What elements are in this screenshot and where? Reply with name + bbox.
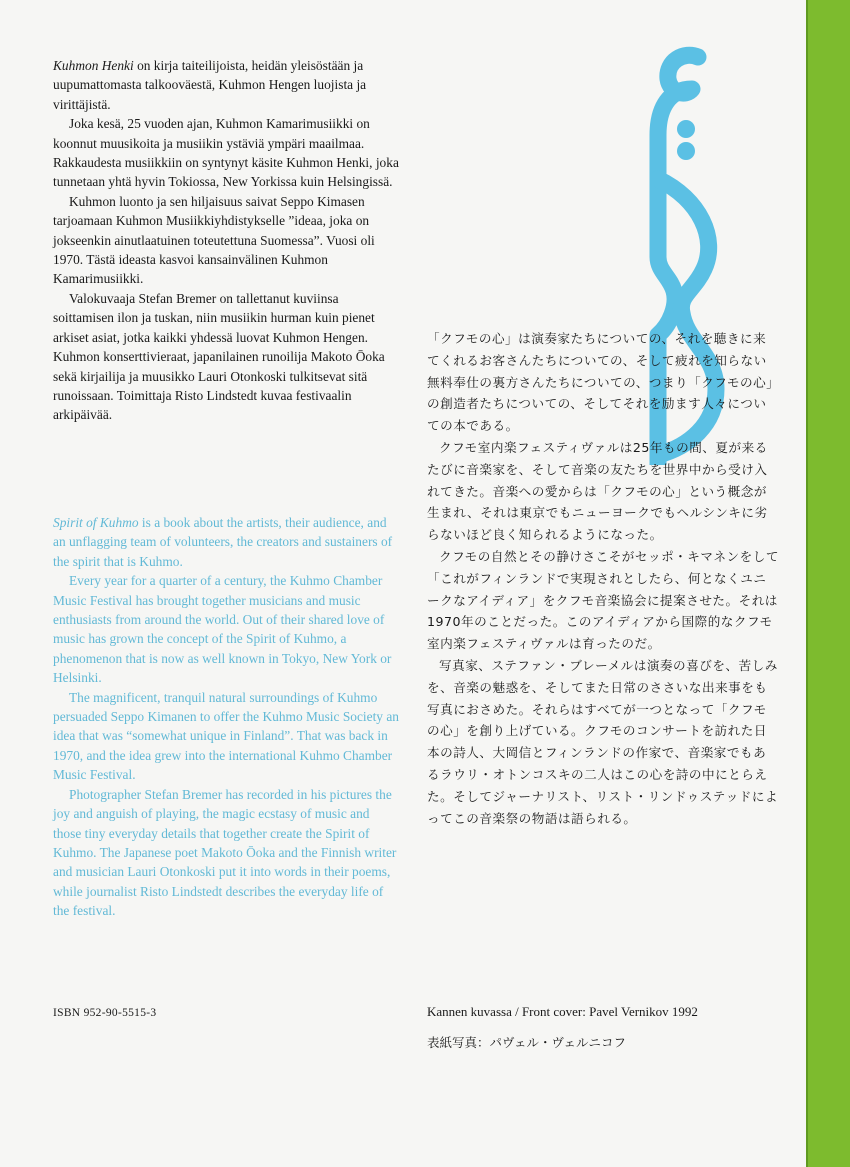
cover-credit: Kannen kuvassa / Front cover: Pavel Vernikov 1992 <box>427 1004 698 1019</box>
japanese-paragraph-4: 写真家、ステファン・ブレーメルは演奏の喜びを、苦しみを、音楽の魅惑を、そしてまた日常のささいな出来事をも写真におさめた。それらはすべてが一つとなって「クフモの心」を創り上げている。クフモのコンサートを訪れた日本の詩人、大岡信とフィンランドの作家で、音楽家でもあるラウリ・オトンコスキの二人はこの心を詩の中にとらえた。そしてジャーナリスト、リスト・リンドゥステッドによってこの音楽祭の物語は語られる。 <box>427 657 779 826</box>
english-text-column <box>53 513 399 921</box>
japanese-paragraph-3: クフモの自然とその静けさこそがセッポ・キマネンをして「これがフィンランドで実現されとしたら、何となくユニークなアイディア」をクフモ音楽協会に提案させた。それは1970年のことだった。このアイディアから国際的なクフモ室内楽フェスティヴァルは育ったのだ。 <box>427 548 779 652</box>
english-paragraph-3: The magnificent, tranquil natural surroundings of Kuhmo persuaded Seppo Kimanen to offer the Kuhmo Music Society an idea that was “somewhat unique in Finland”. That was back in 1970, and the idea grew into the international Kuhmo Chamber Music Festival. <box>53 689 399 783</box>
isbn-number: ISBN 952-90-5515-3 <box>53 1007 157 1019</box>
green-spine <box>808 0 850 1167</box>
finnish-paragraph-3: Kuhmon luonto ja sen hiljaisuus saivat Seppo Kimasen tarjoamaan Kuhmon Musiikkiyhdistykselle ”ideaa, joka on jokseenkin ainutlaatuinen toteutettuna Suomessa”. Vuosi oli 1970. Tästä ideasta kasvoi kansainvälinen Kuhmon Kamarimusiikki. <box>53 193 375 287</box>
english-book-title: Spirit of Kuhmo <box>53 515 139 530</box>
finnish-text-column <box>53 56 399 425</box>
finnish-book-title: Kuhmon Henki <box>53 58 134 73</box>
english-paragraph-2: Every year for a quarter of a century, the Kuhmo Chamber Music Festival has brought together musicians and music enthusiasts from around the world. Out of their shared love of music has grown the concept of the Spirit of Kuhmo, a phenomenon that is now as well known in Tokyo, New York or Helsinki. <box>53 573 392 686</box>
english-paragraph-1: Spirit of Kuhmo is a book about the artists, their audience, and an unflagging team of volunteers, the creators and sustainers of the spirit that is Kuhmo. <box>53 515 393 569</box>
japanese-paragraph-2: クフモ室内楽フェスティヴァルは25年もの間、夏が来るたびに音楽家を、そして音楽の友たちを世界中から受け入れてきた。音楽への愛からは「クフモの心」という概念が生まれ、それは東京でもニューヨークでもヘルシンキに劣らないほど良く知られるようになった。 <box>427 439 768 543</box>
cover-credit-japanese: 表紙写真：パヴェル・ヴェルニコフ <box>427 1035 627 1050</box>
finnish-paragraph-4: Valokuvaaja Stefan Bremer on tallettanut kuviinsa soittamisen ilon ja tuskan, niin musiikin hurman kuin pienet arkiset asiat, jotka kaikki yhdessä luovat Kuhmon Hengen. Kuhmon konserttivieraat, japanilainen runoilija Makoto Ōoka sekä kirjailija ja muusikko Lauri Otonkoski tulkitsevat sitä runoissaan. Toimittaja Risto Lindstedt kuvaa festivaalin arkipäivää. <box>53 290 385 423</box>
english-paragraph-4: Photographer Stefan Bremer has recorded in his pictures the joy and anguish of playing, the magic ecstasy of music and those tiny everyday details that together create the Spirit of Kuhmo. The Japanese poet Makoto Ōoka and the Finnish writer and musician Lauri Otonkoski put it into words in their poems, while journalist Risto Lindstedt describes the everyday life of the festival. <box>53 786 397 919</box>
finnish-paragraph-2: Joka kesä, 25 vuoden ajan, Kuhmon Kamarimusiikki on koonnut muusikoita ja musiikin ystäviä ympäri maailmaa. Rakkaudesta musiikkiin on syntynyt käsite Kuhmon Henki, joka tunnetaan yhtä hyvin Tokiossa, New Yorkissa kuin Helsingissä. <box>53 116 399 190</box>
japanese-text-column <box>427 328 779 829</box>
japanese-paragraph-1: 「クフモの心」は演奏家たちについての、それを聴きに来てくれるお客さんたちについての、そして疲れを知らない無料奉仕の裏方さんたちについての、つまり「クフモの心」の創造者たちについての、そしてそれを励ます人々についての本である。 <box>427 331 773 434</box>
finnish-paragraph-1: Kuhmon Henki on kirja taiteilijoista, heidän yleisöstään ja uupumattomasta talkooväestä, Kuhmon Hengen luojista ja virittäjistä. <box>53 58 367 112</box>
